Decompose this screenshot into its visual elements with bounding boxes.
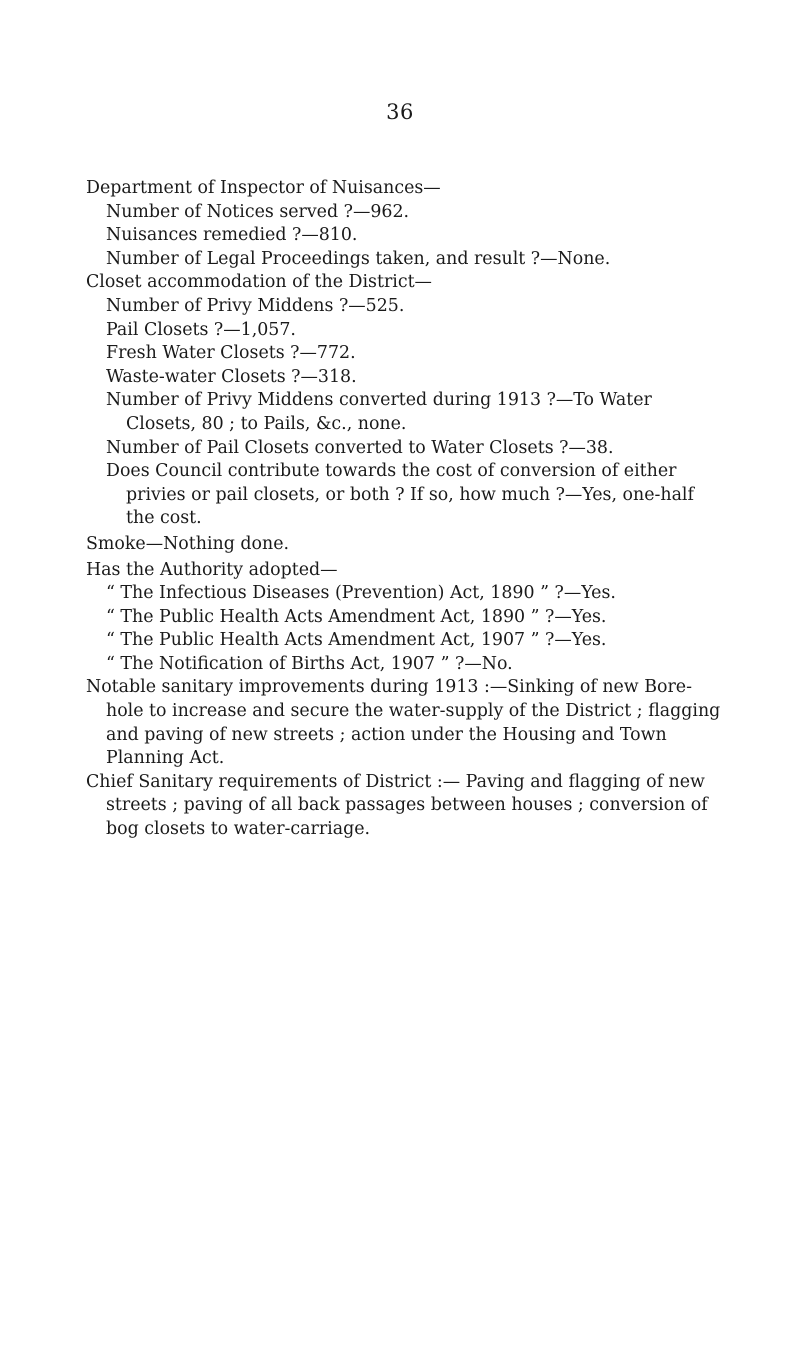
notable-improvements-section xyxy=(86,676,726,770)
list-item: “ The Infectious Diseases (Prevention) Act, 1890 ” ?—Yes. xyxy=(106,583,616,604)
list-item: Number of Pail Closets converted to Water Closets ?—38. xyxy=(106,437,614,458)
list-item: “ The Public Health Acts Amendment Act, 1907 ” ?—Yes. xyxy=(106,630,607,651)
section-heading: Closet accommodation of the District— xyxy=(86,272,432,293)
list-item: “ The Notification of Births Act, 1907 ” ?—No. xyxy=(106,653,513,674)
smoke-section xyxy=(86,533,726,557)
list-item: Number of Privy Middens converted during 1913 ?—To Water Closets, 80 ; to Pails, &c., none. xyxy=(106,390,652,434)
list-item: Number of Notices served ?—962. xyxy=(106,201,410,222)
section-heading: Smoke—Nothing done. xyxy=(86,533,290,554)
paragraph: Notable sanitary improvements during 1913 :—Sinking of new Bore-hole to increase and secure the water-supply of the District ; flagging and paving of new streets ; action under the Housing and Town Planning Act. xyxy=(86,677,721,769)
list-item: Does Council contribute towards the cost of conversion of either privies or pail closets, or both ? If so, how much ?—Yes, one-half the cost. xyxy=(106,461,694,529)
section-heading: Department of Inspector of Nuisances— xyxy=(86,178,441,198)
list-item: Nuisances remedied ?—810. xyxy=(106,225,358,246)
section-heading: Has the Authority adopted— xyxy=(86,559,338,580)
paragraph: Chief Sanitary requirements of District :— Paving and flagging of new streets ; paving of all back passages between houses ; conversion of bog closets to water-carriage. xyxy=(86,771,708,840)
list-item: Number of Legal Proceedings taken, and result ?—None. xyxy=(106,248,611,269)
list-item: Waste-water Closets ?—318. xyxy=(106,366,357,387)
inspector-of-nuisances-section xyxy=(86,177,726,271)
page-number: 36 xyxy=(386,100,414,124)
authority-adopted-section xyxy=(86,559,726,677)
list-item: “ The Public Health Acts Amendment Act, 1890 ” ?—Yes. xyxy=(106,606,607,627)
list-item: Fresh Water Closets ?—772. xyxy=(106,343,356,364)
chief-requirements-section xyxy=(86,771,726,842)
list-item: Pail Closets ?—1,057. xyxy=(106,319,296,340)
closet-accommodation-section xyxy=(86,271,726,531)
document-body xyxy=(86,177,726,842)
list-item: Number of Privy Middens ?—525. xyxy=(106,295,405,316)
